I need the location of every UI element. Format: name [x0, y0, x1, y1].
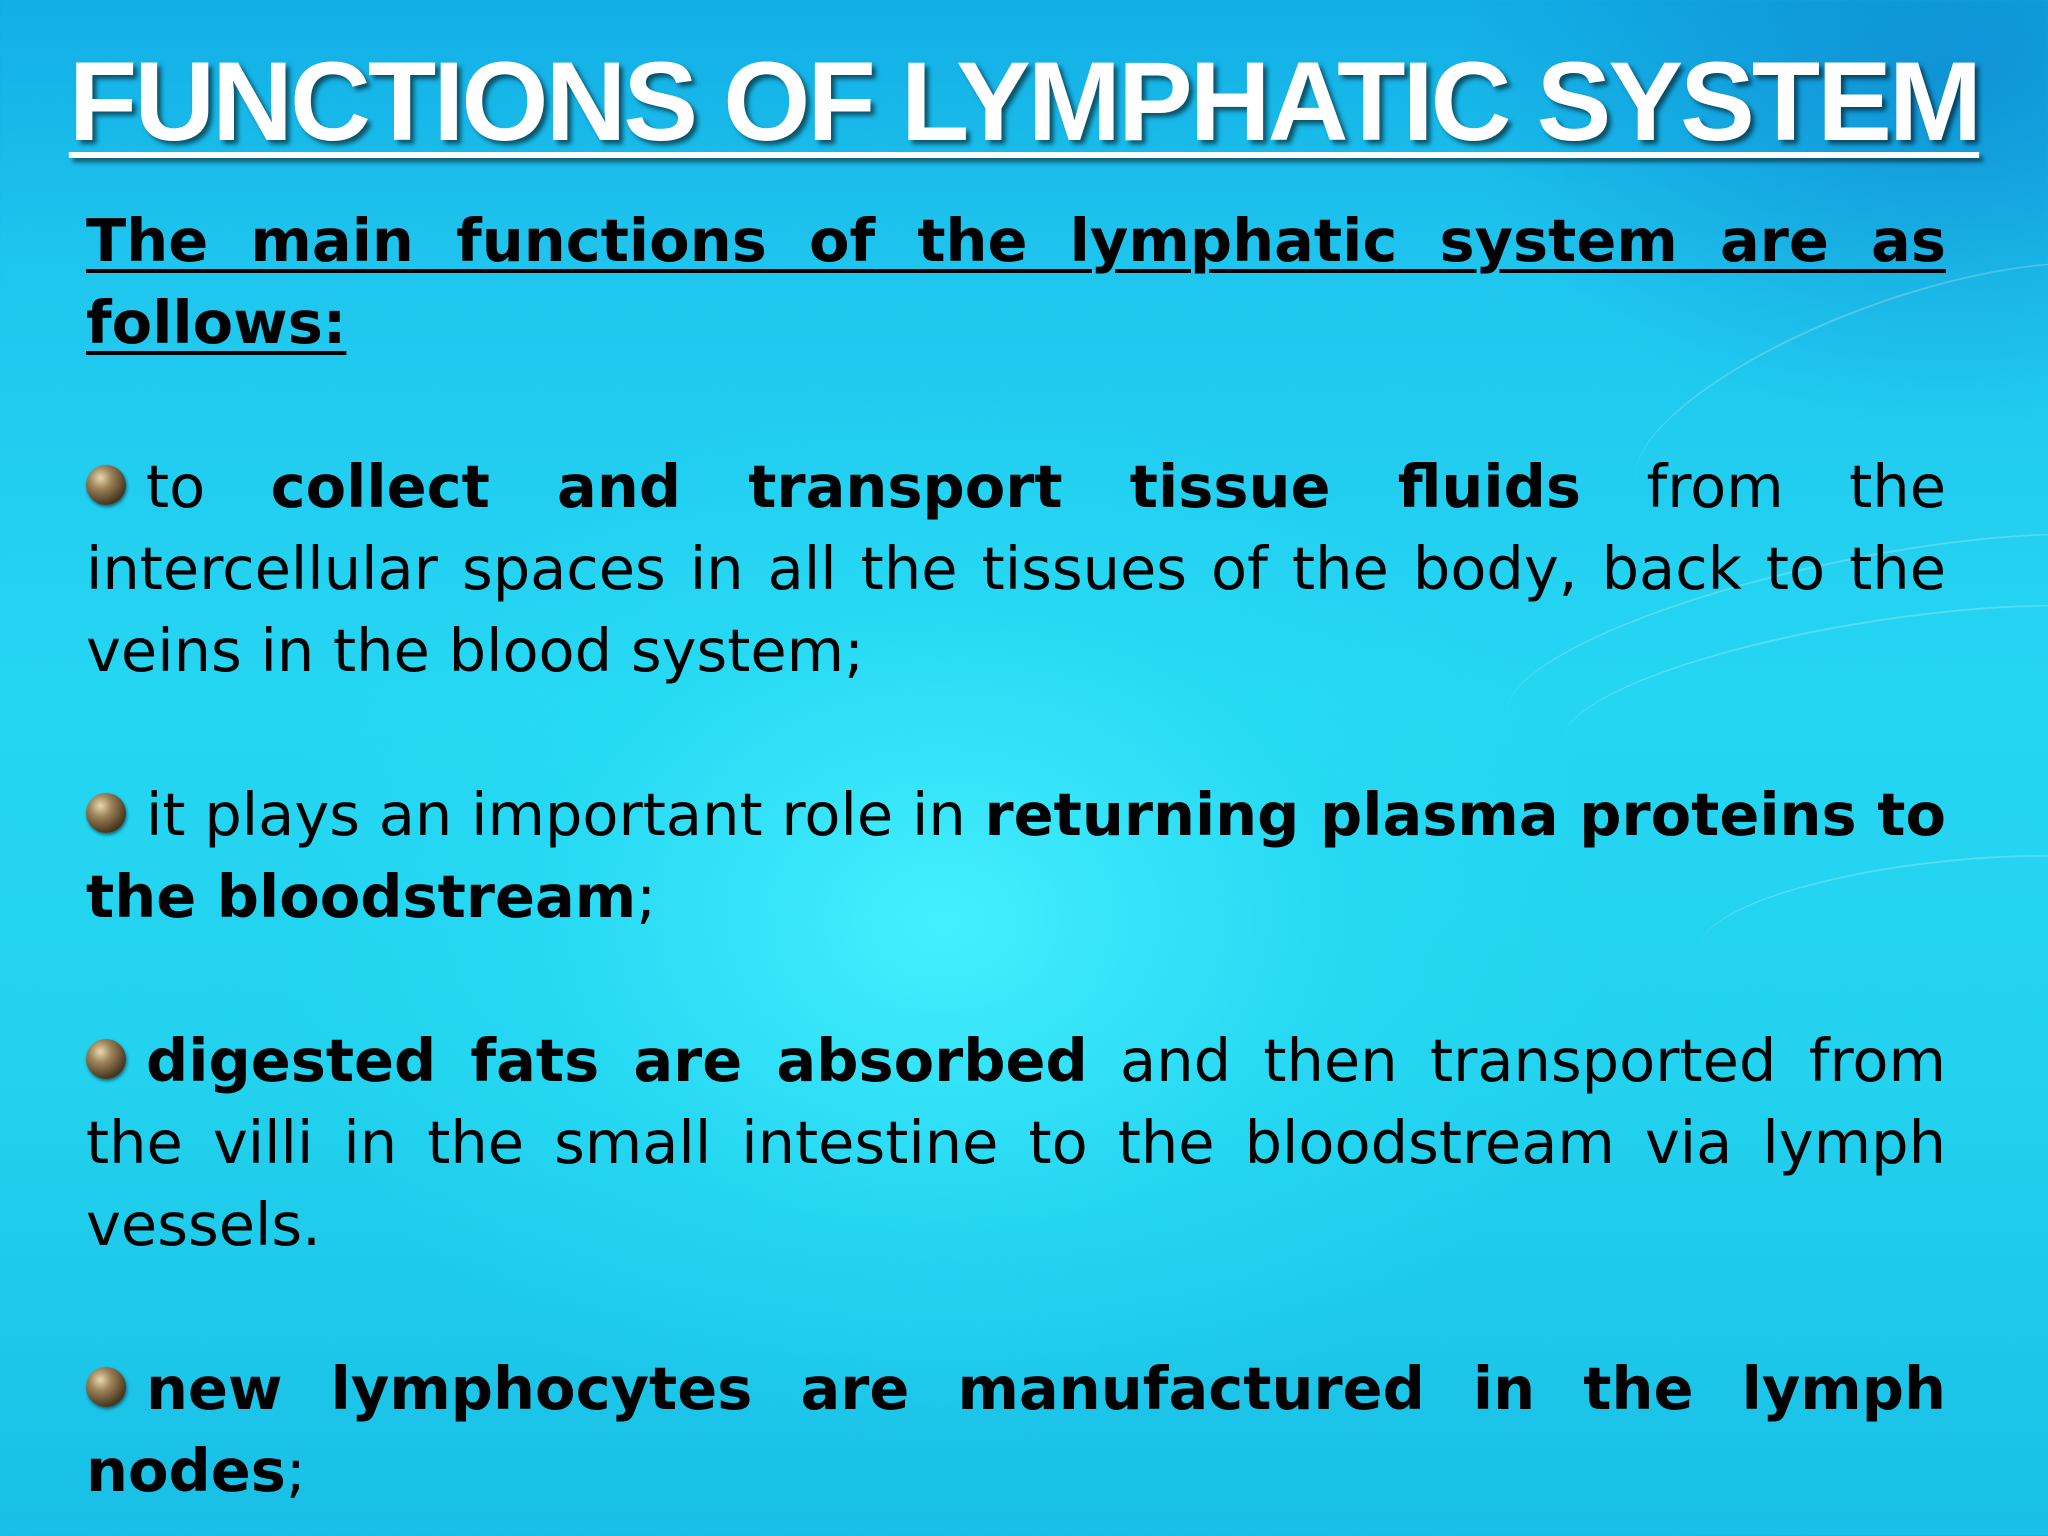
- list-item: [86, 446, 1946, 692]
- slide-body: [86, 200, 1946, 1512]
- item-text-bold: digested fats are absorbed: [146, 1026, 1088, 1095]
- item-text-bold: collect and transport tissue fluids: [270, 452, 1582, 521]
- bullet-icon: [86, 465, 126, 505]
- slide-title: FUNCTIONS OF LYMPHATIC SYSTEM: [68, 39, 1980, 164]
- item-text-post: from the intercellular spaces in all the tissues of the body, back to the veins in the blood system;: [86, 452, 1946, 685]
- list-item: [86, 1020, 1946, 1266]
- bullet-icon: [86, 1039, 126, 1079]
- list-item: [86, 1348, 1946, 1512]
- item-text-pre: it plays an important role in: [146, 780, 985, 849]
- slide-title-container: [0, 40, 2048, 163]
- list-item: [86, 774, 1946, 938]
- item-text-post: ;: [636, 862, 657, 931]
- item-text-bold: returning plasma proteins to the bloodstream: [86, 780, 1946, 931]
- bullet-icon: [86, 1367, 126, 1407]
- item-text-bold: new lymphocytes are manufactured in the lymph nodes: [86, 1354, 1946, 1505]
- bullet-icon: [86, 793, 126, 833]
- item-text-post: and then transported from the villi in the small intestine to the bloodstream via lymph vessels.: [86, 1026, 1946, 1259]
- item-text-pre: to: [146, 452, 271, 521]
- intro-text: The main functions of the lymphatic system are as follows:: [86, 206, 1946, 357]
- item-text-post: ;: [285, 1436, 306, 1505]
